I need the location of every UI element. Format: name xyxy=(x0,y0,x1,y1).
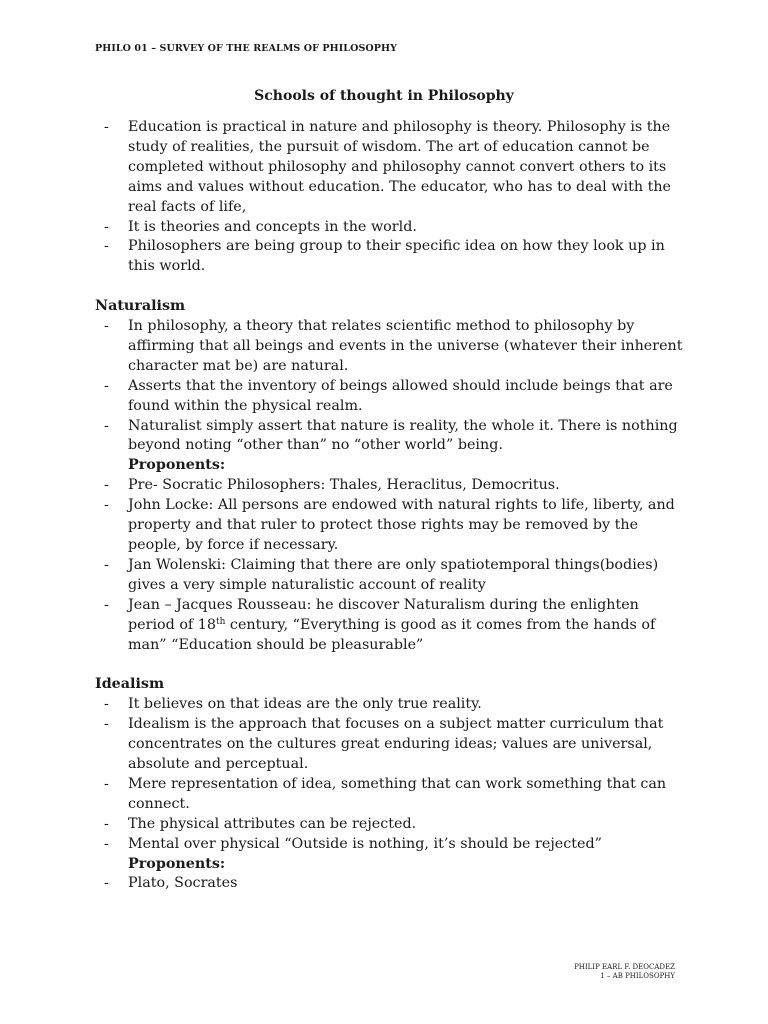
bullet-text: Philosophers are being group to their specific idea on how they look up in this world. xyxy=(128,238,665,275)
bullet-text: Jan Wolenski: Claiming that there are only spatiotemporal things(bodies) gives a very simple naturalistic account of reality xyxy=(128,556,659,593)
list-item xyxy=(95,417,685,457)
dash-bullet: - xyxy=(104,318,109,335)
list-item xyxy=(95,874,685,894)
list-item xyxy=(95,596,685,656)
bullet-text: It believes on that ideas are the only true reality. xyxy=(128,696,482,713)
document-title: Schools of thought in Philosophy xyxy=(254,88,514,104)
list-item xyxy=(95,118,685,218)
dash-bullet: - xyxy=(104,716,109,733)
document-body xyxy=(95,118,685,894)
bullet-text: Mere representation of idea, something that can work something that can connect. xyxy=(128,775,667,812)
bullet-text: Education is practical in nature and philosophy is theory. Philosophy is the study of realities, the pursuit of wisdom. The art of education cannot be completed without philosophy and philosophy cannot convert others to its aims and values without education. The educator, who has to deal with the real facts of life, xyxy=(128,119,672,215)
list-item xyxy=(95,237,685,277)
naturalism-list xyxy=(95,317,685,655)
dash-bullet: - xyxy=(104,497,109,514)
author-name: PHILIP EARL F. DEOCADEZ xyxy=(574,963,675,971)
dash-bullet: - xyxy=(104,417,109,434)
dash-bullet: - xyxy=(104,238,109,255)
list-item xyxy=(95,815,685,835)
intro-list xyxy=(95,118,685,277)
list-item xyxy=(95,476,685,496)
rousseau-text-end: century, “Everything is good as it comes from the hands of man” “Education should be pleasurable” xyxy=(128,616,656,653)
list-item xyxy=(95,218,685,238)
bullet-text: Asserts that the inventory of beings allowed should include beings that are found within the physical realm. xyxy=(128,377,673,414)
bullet-text: Plato, Socrates xyxy=(128,875,238,892)
dash-bullet: - xyxy=(104,119,109,135)
rousseau-text-start: Jean – Jacques Rousseau: he discover Naturalism during the enlighten period of 18 xyxy=(128,596,639,633)
list-item xyxy=(95,496,685,556)
author-program: 1 – AB PHILOSOPHY xyxy=(600,971,675,980)
ordinal-superscript: th xyxy=(215,616,226,627)
dash-bullet: - xyxy=(104,477,109,494)
dash-bullet: - xyxy=(104,835,109,852)
list-item xyxy=(95,317,685,377)
bullet-text: It is theories and concepts in the world. xyxy=(128,218,417,235)
bullet-text: In philosophy, a theory that relates scientific method to philosophy by affirming that all beings and events in the universe (whatever their inherent character mat be) are natural. xyxy=(128,318,683,374)
bullet-text: The physical attributes can be rejected. xyxy=(128,815,417,832)
proponents-label: Proponents: xyxy=(128,457,226,474)
list-item xyxy=(95,835,685,855)
list-item xyxy=(95,377,685,417)
naturalism-heading: Naturalism xyxy=(95,298,186,315)
dash-bullet: - xyxy=(104,556,109,573)
dash-bullet: - xyxy=(104,775,109,792)
bullet-text xyxy=(128,597,655,653)
dash-bullet: - xyxy=(104,875,109,892)
list-item xyxy=(95,556,685,596)
dash-bullet: - xyxy=(104,596,109,613)
dash-bullet: - xyxy=(104,377,109,394)
idealism-list xyxy=(95,695,685,894)
proponents-label: Proponents: xyxy=(128,855,226,872)
list-item xyxy=(95,775,685,815)
bullet-text: Pre- Socratic Philosophers: Thales, Heraclitus, Democritus. xyxy=(128,477,560,494)
footer xyxy=(475,963,675,980)
list-item xyxy=(95,695,685,715)
dash-bullet: - xyxy=(104,815,109,832)
bullet-text: John Locke: All persons are endowed with natural rights to life, liberty, and property and that ruler to protect those rights may be removed by the people, by force if necessary. xyxy=(128,497,675,554)
idealism-heading: Idealism xyxy=(95,676,165,693)
bullet-text: Naturalist simply assert that nature is reality, the whole it. There is nothing beyond noting “other than” no “other world” being. xyxy=(128,417,678,454)
dash-bullet: - xyxy=(104,696,109,713)
list-item xyxy=(95,715,685,775)
bullet-text: Mental over physical “Outside is nothing, it’s should be rejected” xyxy=(128,835,602,852)
dash-bullet: - xyxy=(104,218,109,235)
running-header: PHILO 01 – SURVEY OF THE REALMS OF PHILOSOPHY xyxy=(95,43,397,54)
bullet-text: Idealism is the approach that focuses on a subject matter curriculum that concentrates on the cultures great enduring ideas; values are universal, absolute and perceptual. xyxy=(128,716,664,772)
